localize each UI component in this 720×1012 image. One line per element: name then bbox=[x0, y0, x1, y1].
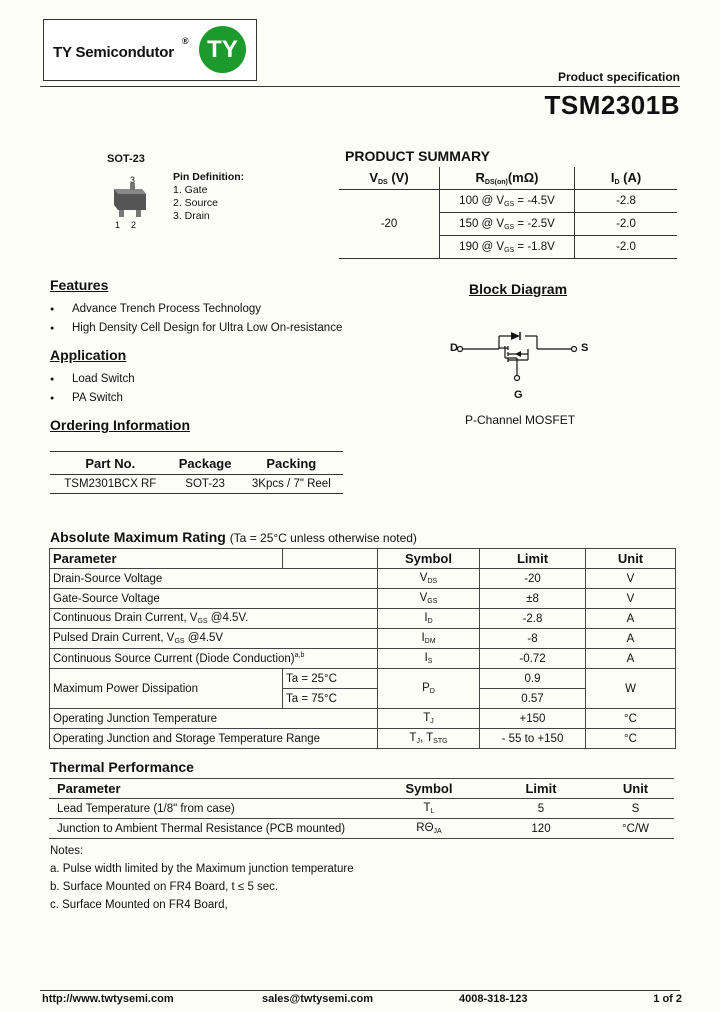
header-cell: Package bbox=[171, 452, 240, 475]
header-id: $I_D$ (A) bbox=[575, 167, 678, 190]
pin2-label: 2 bbox=[131, 220, 137, 230]
symbol-cell: $R\Theta_{JA}$ bbox=[373, 819, 485, 839]
footer-phone: 4008-318-123 bbox=[459, 993, 528, 1005]
unit-cell: W bbox=[586, 669, 676, 709]
cell: TSM2301BCX RF bbox=[50, 475, 171, 494]
pin-def-3: 3. Drain bbox=[173, 210, 210, 222]
param-cell: Pulsed Drain Current, $V_{GS}$ @4.5V bbox=[50, 629, 378, 649]
list-item: ● Load Switch bbox=[50, 370, 135, 389]
table-row bbox=[50, 669, 676, 689]
header-cell: Part No. bbox=[50, 452, 171, 475]
header-cell: Packing bbox=[240, 452, 343, 475]
header-cell: Limit bbox=[480, 549, 586, 569]
symbol-cell: $T_L$ bbox=[373, 799, 485, 819]
features-list bbox=[50, 300, 342, 338]
doc-type: Product specification bbox=[557, 70, 680, 84]
unit-cell: °C bbox=[586, 729, 676, 749]
unit-cell: A bbox=[586, 629, 676, 649]
ordering-title: Ordering Information bbox=[50, 417, 190, 433]
symbol-cell: $T_J$ bbox=[378, 709, 480, 729]
param-cell: Drain-Source Voltage bbox=[50, 569, 378, 589]
header-cell: Symbol bbox=[373, 779, 485, 799]
note-item: b. Surface Mounted on FR4 Board, t ≤ 5 sec. bbox=[50, 881, 279, 893]
features-title: Features bbox=[50, 277, 109, 293]
unit-cell: V bbox=[586, 569, 676, 589]
sot23-package-icon bbox=[104, 172, 154, 234]
thermal-table bbox=[49, 778, 674, 839]
pin1-label: 1 bbox=[115, 220, 121, 230]
registered-mark: ® bbox=[182, 36, 189, 46]
application-title: Application bbox=[50, 347, 127, 363]
vds-value: -20 bbox=[339, 190, 440, 259]
table-row bbox=[49, 799, 674, 819]
gate-label: G bbox=[514, 389, 523, 401]
symbol-cell: $I_S$ bbox=[378, 649, 480, 669]
footer-url[interactable]: http://www.twtysemi.com bbox=[42, 993, 174, 1005]
product-summary-table bbox=[339, 167, 677, 259]
param-cell: Operating Junction and Storage Temperature Range bbox=[50, 729, 378, 749]
thermal-title: Thermal Performance bbox=[50, 759, 194, 775]
param-cell: Continuous Source Current (Diode Conduction)$^{a,b}$ bbox=[50, 649, 378, 669]
table-row bbox=[50, 729, 676, 749]
symbol-cell: $I_D$ bbox=[378, 609, 480, 629]
condition-cell: Ta = 25°C bbox=[283, 669, 378, 689]
unit-cell: °C/W bbox=[597, 819, 674, 839]
list-item: ● High Density Cell Design for Ultra Low On-resistance bbox=[50, 319, 342, 338]
unit-cell: S bbox=[597, 799, 674, 819]
symbol-cell: $I_{DM}$ bbox=[378, 629, 480, 649]
package-label: SOT-23 bbox=[107, 153, 145, 165]
notes-title: Notes: bbox=[50, 845, 84, 857]
pin-def-title: Pin Definition: bbox=[173, 171, 245, 183]
note-item: a. Pulse width limited by the Maximum junction temperature bbox=[50, 863, 354, 875]
symbol-cell: $T_J$, $T_{STG}$ bbox=[378, 729, 480, 749]
abs-max-title-text: Absolute Maximum Rating bbox=[50, 529, 226, 545]
param-cell: Maximum Power Dissipation bbox=[50, 669, 283, 709]
spacer-cell bbox=[283, 549, 378, 569]
pin-def-2: 2. Source bbox=[173, 197, 218, 209]
header-rds: $R_{DS(on)}(m\Omega)$ bbox=[440, 167, 575, 190]
limit-cell: 120 bbox=[485, 819, 597, 839]
limit-cell: -8 bbox=[480, 629, 586, 649]
limit-cell: 5 bbox=[485, 799, 597, 819]
symbol-cell: $V_{GS}$ bbox=[378, 589, 480, 609]
header-cell: Unit bbox=[586, 549, 676, 569]
cell: 3Kpcs / 7" Reel bbox=[240, 475, 343, 494]
company-logo: TY bbox=[199, 26, 246, 73]
ordering-table bbox=[50, 451, 343, 494]
table-row bbox=[50, 709, 676, 729]
part-number-title: TSM2301B bbox=[544, 90, 680, 120]
page-number: 1 of 2 bbox=[653, 993, 682, 1005]
header-cell: Unit bbox=[597, 779, 674, 799]
unit-cell: V bbox=[586, 589, 676, 609]
symbol-cell: $P_D$ bbox=[378, 669, 480, 709]
header-cell: Parameter bbox=[50, 549, 283, 569]
rds-cell: 190 @ $V_{GS} = -1.8V$ bbox=[440, 236, 575, 259]
table-row bbox=[50, 609, 676, 629]
notes bbox=[50, 842, 354, 914]
abs-max-title bbox=[50, 529, 417, 545]
id-cell: -2.8 bbox=[575, 190, 678, 213]
param-cell: Lead Temperature (1/8" from case) bbox=[49, 799, 373, 819]
header-cell: Symbol bbox=[378, 549, 480, 569]
param-cell: Gate-Source Voltage bbox=[50, 589, 378, 609]
limit-cell: - 55 to +150 bbox=[480, 729, 586, 749]
table-header-row bbox=[50, 549, 676, 569]
table-header-row bbox=[339, 167, 677, 190]
table-row bbox=[50, 475, 343, 494]
company-name: TY Semicondutor bbox=[53, 44, 174, 61]
table-row bbox=[50, 649, 676, 669]
table-header-row bbox=[50, 452, 343, 475]
unit-cell: A bbox=[586, 609, 676, 629]
id-cell: -2.0 bbox=[575, 236, 678, 259]
limit-cell: 0.9 bbox=[480, 669, 586, 689]
header-divider bbox=[40, 86, 680, 87]
table-row bbox=[50, 589, 676, 609]
header-cell: Limit bbox=[485, 779, 597, 799]
header-cell: Parameter bbox=[49, 779, 373, 799]
block-diagram-caption: P-Channel MOSFET bbox=[465, 413, 576, 427]
block-diagram-title: Block Diagram bbox=[469, 281, 568, 297]
limit-cell: -2.8 bbox=[480, 609, 586, 629]
footer-divider bbox=[40, 990, 680, 991]
footer-email[interactable]: sales@twtysemi.com bbox=[262, 993, 373, 1005]
pin-definition bbox=[173, 171, 244, 223]
limit-cell: 0.57 bbox=[480, 689, 586, 709]
header-vds: $V_{DS}$ (V) bbox=[339, 167, 440, 190]
limit-cell: +150 bbox=[480, 709, 586, 729]
pin3-label: 3 bbox=[130, 175, 136, 185]
abs-max-table bbox=[49, 548, 676, 749]
unit-cell: A bbox=[586, 649, 676, 669]
unit-cell: °C bbox=[586, 709, 676, 729]
list-item: ● Advance Trench Process Technology bbox=[50, 300, 342, 319]
id-cell: -2.0 bbox=[575, 213, 678, 236]
limit-cell: ±8 bbox=[480, 589, 586, 609]
table-row bbox=[50, 629, 676, 649]
table-row bbox=[50, 569, 676, 589]
list-item: ● PA Switch bbox=[50, 389, 135, 408]
abs-max-note: (Ta = 25°C unless otherwise noted) bbox=[229, 531, 417, 545]
source-label: S bbox=[581, 342, 589, 354]
application-list bbox=[50, 370, 135, 408]
table-row bbox=[49, 819, 674, 839]
table-row bbox=[339, 190, 677, 213]
drain-label: D bbox=[450, 342, 458, 354]
pin-def-1: 1. Gate bbox=[173, 184, 208, 196]
cell: SOT-23 bbox=[171, 475, 240, 494]
limit-cell: -20 bbox=[480, 569, 586, 589]
rds-cell: 150 @ $V_{GS} = -2.5V$ bbox=[440, 213, 575, 236]
table-header-row bbox=[49, 779, 674, 799]
mosfet-symbol-icon bbox=[455, 328, 580, 390]
param-cell: Operating Junction Temperature bbox=[50, 709, 378, 729]
rds-cell: 100 @ $V_{GS} = -4.5V$ bbox=[440, 190, 575, 213]
pin-2 bbox=[136, 210, 141, 217]
param-cell: Continuous Drain Current, $V_{GS}$ @4.5V. bbox=[50, 609, 378, 629]
limit-cell: -0.72 bbox=[480, 649, 586, 669]
product-summary-title: PRODUCT SUMMARY bbox=[345, 148, 490, 164]
param-cell: Junction to Ambient Thermal Resistance (PCB mounted) bbox=[49, 819, 373, 839]
condition-cell: Ta = 75°C bbox=[283, 689, 378, 709]
note-item: c. Surface Mounted on FR4 Board, bbox=[50, 899, 228, 911]
symbol-cell: $V_{DS}$ bbox=[378, 569, 480, 589]
pin-1 bbox=[119, 210, 124, 217]
